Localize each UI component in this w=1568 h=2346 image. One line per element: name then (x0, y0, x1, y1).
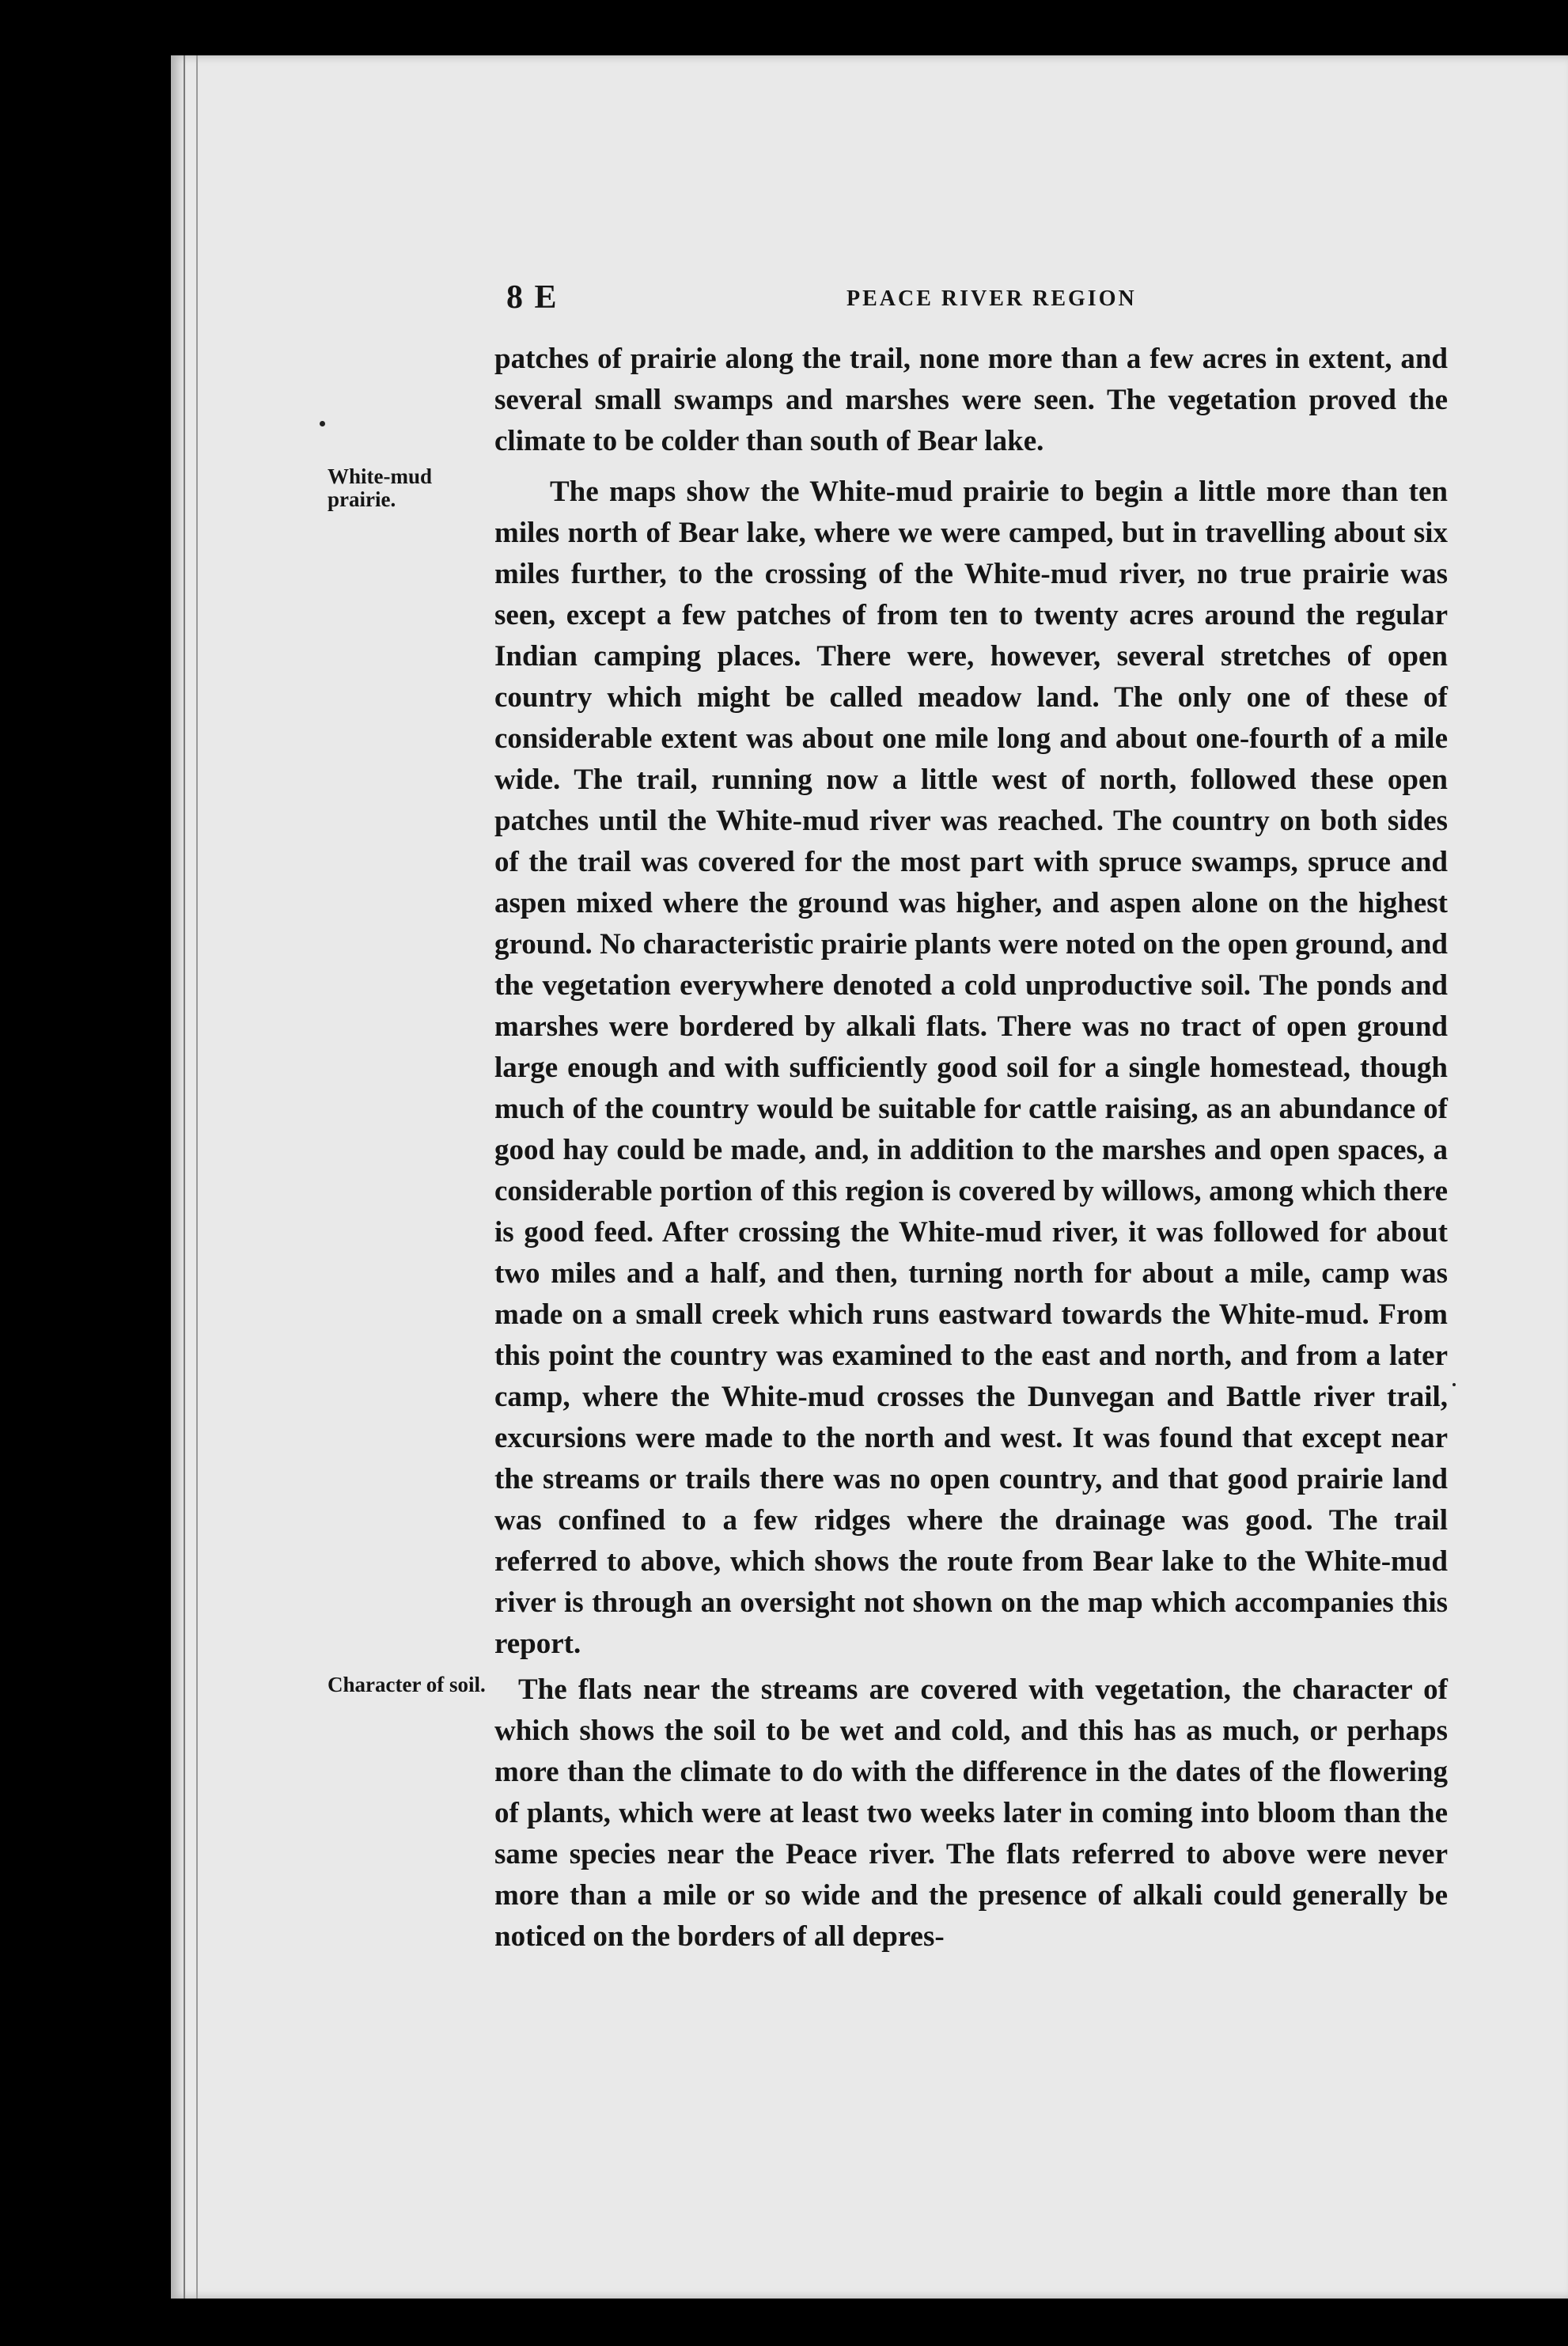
paragraph-continued: patches of prairie along the trail, none more than a few acres in extent, and several small swamps and marshes were seen. The vegetation proved the climate to be colder than south of Bear lake. (494, 343, 1448, 457)
running-head (506, 279, 1440, 318)
paragraph-white-mud-prairie: The maps show the White-mud prairie to begin a little more than ten miles north of Bear lake, where we were camped, but in travelling about six miles further, to the crossing of the White-mud river, no true prairie was seen, except a few patches of from ten to twenty acres around the regular Indian camping places. There were, however, several stretches of open country which might be called meadow land. The only one of these of considerable extent was about one mile long and about one-fourth of a mile wide. The trail, running now a little west of north, followed these open patches until the White-mud river was reached. The country on both sides of the trail was covered for the most part with spruce swamps, spruce and aspen mixed where the ground was higher, and aspen alone on the highest ground. No characteristic prairie plants were noted on the open ground, and the vegetation everywhere denoted a cold unproductive soil. The ponds and marshes were bordered by alkali flats. There was no tract of open ground large enough and with sufficiently good soil for a single homestead, though much of the country would be suitable for cattle raising, as an abundance of good hay could be made, and, in addition to the marshes and open spaces, a considerable portion of this region is covered by willows, among which there is good feed. After crossing the White-mud river, it was followed for about two miles and a half, and then, turning north for about a mile, camp was made on a small creek which runs eastward towards the White-mud. From this point the country was examined to the east and north, and from a later camp, where the White-mud crosses the Dunvegan and Battle river trail, excursions were made to the north and west. It was found that except near the streams or trails there was no open country, and that good prairie land was confined to a few ridges where the drainage was good. The trail referred to above, which shows the route from Bear lake to the White-mud river is through an oversight not shown on the map which accompanies this report. (494, 476, 1448, 1660)
scan-speck (320, 421, 325, 426)
sidenote-character-of-soil: Character of soil. (328, 1673, 486, 1696)
scan-speck (1452, 1383, 1456, 1386)
sidenote-white-mud-prairie: White-mud prairie. (328, 464, 433, 511)
paragraph-character-of-soil: The flats near the streams are covered with vegetation, the character of which shows the soil to be wet and cold, and this has as much, or perhaps more than the climate to do with the difference in the dates of the flowering of plants, which were at least two weeks later in coming into bloom than the same species near the Peace river. The flats referred to above were never more than a mile or so wide and the presence of alkali could generally be noticed on the borders of all depres- (494, 1673, 1448, 1953)
running-head-title: PEACE RIVER REGION (846, 286, 1137, 311)
page-folio: 8 E (506, 279, 559, 316)
